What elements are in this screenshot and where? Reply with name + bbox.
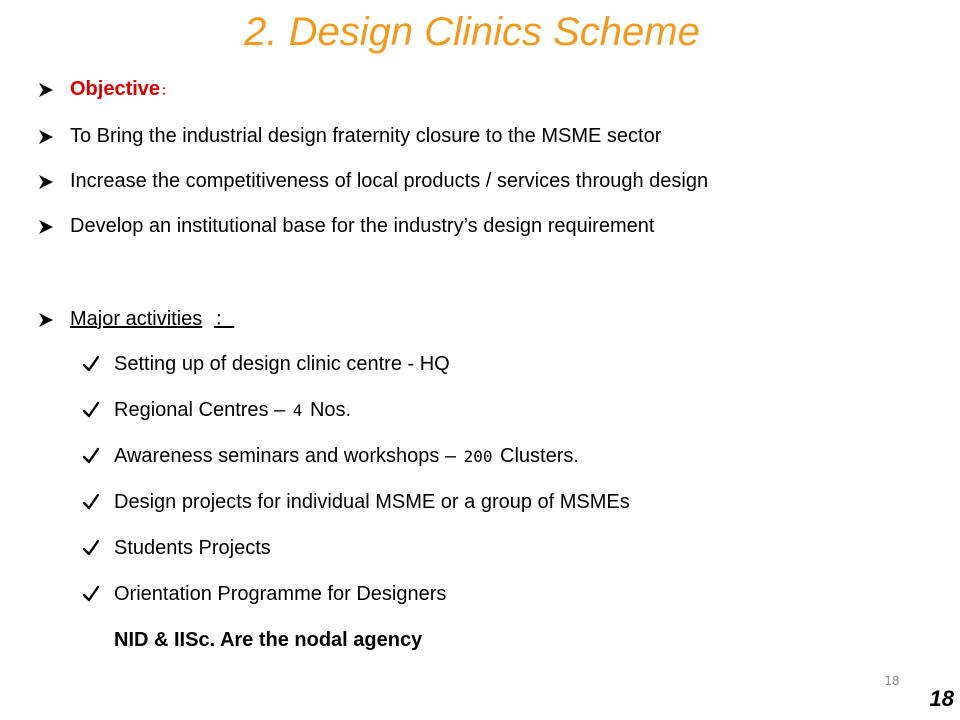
checkmark-icon: [82, 487, 114, 517]
page-number-large: 18: [929, 686, 954, 711]
activities-colon: ：: [214, 308, 235, 330]
activity-item: [82, 579, 446, 609]
activities-label: Major activities: [70, 308, 203, 330]
activity-item: [82, 349, 450, 379]
checkmark-icon: [82, 349, 114, 379]
objective-item: [38, 166, 708, 196]
objective-item-text: Develop an institutional base for the industry’s design requirement: [70, 215, 655, 237]
clusters-count: 200: [463, 446, 493, 466]
regional-centres-count: 4: [292, 400, 303, 420]
activity-item-text: Regional Centres – 4 Nos.: [114, 398, 352, 421]
arrowhead-bullet-icon: [38, 304, 70, 334]
activities-heading: [38, 304, 234, 334]
objective-heading: [38, 74, 174, 104]
activity-item: [82, 395, 351, 425]
activity-item: [82, 441, 579, 471]
activity-item-text: Students Projects: [114, 537, 271, 559]
activity-item-text: Setting up of design clinic centre - HQ: [114, 353, 450, 375]
nodal-agency-note: NID & IISc. Are the nodal agency: [114, 629, 423, 651]
slide-title: 2. Design Clinics Scheme: [244, 10, 700, 54]
arrowhead-bullet-icon: [38, 211, 70, 241]
objective-colon: ：: [161, 83, 175, 98]
objective-item-text: Increase the competitiveness of local products / services through design: [70, 170, 709, 192]
activity-item: [82, 487, 630, 517]
activity-item-text: Awareness seminars and workshops – 200 Clusters.: [114, 444, 579, 467]
arrowhead-bullet-icon: [38, 74, 70, 104]
arrowhead-bullet-icon: [38, 121, 70, 151]
checkmark-icon: [82, 533, 114, 563]
checkmark-icon: [82, 441, 114, 471]
activity-item-text: Design projects for individual MSME or a group of MSMEs: [114, 491, 630, 513]
objective-item: [38, 121, 661, 151]
arrowhead-bullet-icon: [38, 166, 70, 196]
page-number-small: 18: [884, 674, 900, 688]
activity-item-text: Orientation Programme for Designers: [114, 583, 447, 605]
activity-item: [82, 533, 271, 563]
objective-item: [38, 211, 654, 241]
checkmark-icon: [82, 579, 114, 609]
objective-label: Objective: [70, 78, 161, 100]
objective-item-text: To Bring the industrial design fraternity closure to the MSME sector: [70, 125, 662, 147]
checkmark-icon: [82, 395, 114, 425]
